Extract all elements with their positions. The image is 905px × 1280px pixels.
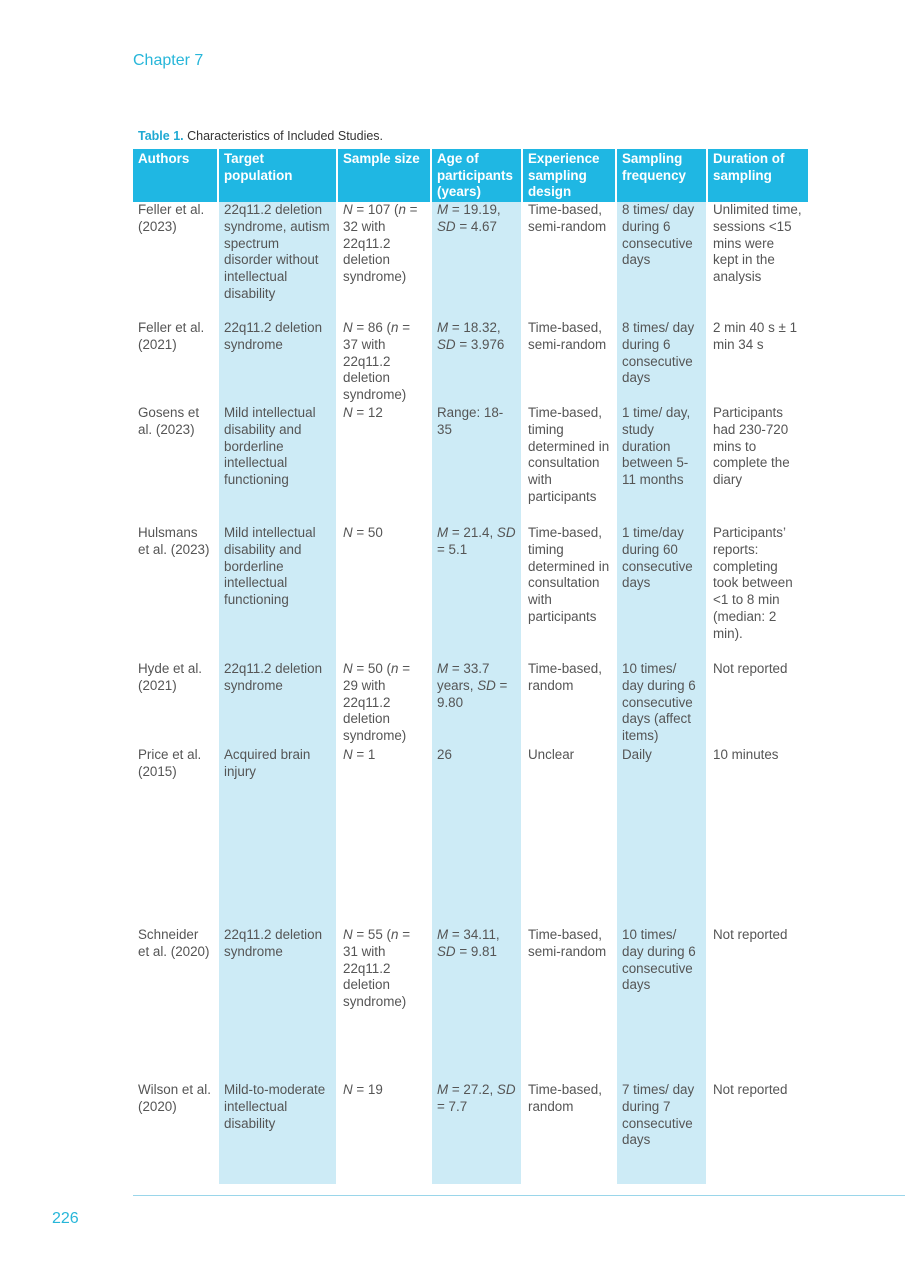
page-number: 226 <box>52 1210 79 1227</box>
cell-design: Time-based, timing determined in consultation with participants <box>522 525 616 661</box>
cell-age: M = 18.32, SD = 3.976 <box>431 320 522 405</box>
cell-authors: Hulsmans et al. (2023) <box>133 525 218 661</box>
cell-sample-size: N = 107 (n = 32 with 22q11.2 deletion syndrome) <box>337 202 431 320</box>
cell-target-population: 22q11.2 deletion syndrome <box>218 927 337 1082</box>
table-row <box>133 927 808 1082</box>
col-header-frequency: Sampling frequency <box>616 149 707 202</box>
cell-target-population: 22q11.2 deletion syndrome, autism spectrum disorder without intellectual disability <box>218 202 337 320</box>
col-header-target-population: Target population <box>218 149 337 202</box>
cell-frequency: 10 times/ day during 6 consecutive days (affect items) <box>616 661 707 747</box>
cell-authors: Wilson et al. (2020) <box>133 1082 218 1184</box>
cell-authors: Hyde et al. (2021) <box>133 661 218 747</box>
cell-frequency: 10 times/ day during 6 consecutive days <box>616 927 707 1082</box>
table-row <box>133 405 808 525</box>
cell-design: Time-based, timing determined in consultation with participants <box>522 405 616 525</box>
col-header-design: Experience sampling design <box>522 149 616 202</box>
cell-sample-size: N = 50 <box>337 525 431 661</box>
cell-duration: Participants’ reports: completing took between <1 to 8 min (median: 2 min). <box>713 525 793 641</box>
cell-sample-size: N = 1 <box>337 747 431 927</box>
cell-authors: Gosens et al. (2023) <box>133 405 218 525</box>
table-row <box>133 320 808 405</box>
cell-target-population: Mild-to-moderate intellectual disability <box>218 1082 337 1184</box>
cell-sample-size: N = 12 <box>337 405 431 525</box>
cell-authors: Price et al. (2015) <box>133 747 218 927</box>
cell-design: Unclear <box>522 747 616 927</box>
table-caption <box>138 129 383 143</box>
cell-design: Time-based, semi-random <box>522 202 616 320</box>
cell-age: M = 27.2, SD = 7.7 <box>431 1082 522 1184</box>
table-header-row <box>133 149 808 202</box>
cell-frequency: 1 time/day during 60 consecutive days <box>616 525 707 661</box>
cell-sample-size: N = 50 (n = 29 with 22q11.2 deletion syndrome) <box>337 661 431 747</box>
col-header-duration: Duration of sampling <box>707 149 808 202</box>
cell-authors: Feller et al. (2023) <box>133 202 218 320</box>
cell-design: Time-based, semi-random <box>522 320 616 405</box>
cell-target-population: Mild intellectual disability and borderline intellectual functioning <box>218 525 337 661</box>
cell-design: Time-based, random <box>522 661 616 747</box>
cell-target-population: Mild intellectual disability and borderline intellectual functioning <box>218 405 337 525</box>
cell-authors: Schneider et al. (2020) <box>133 927 218 1082</box>
cell-frequency: 8 times/ day during 6 consecutive days <box>616 320 707 405</box>
chapter-heading: Chapter 7 <box>133 52 204 69</box>
cell-frequency: 8 times/ day during 6 consecutive days <box>616 202 707 320</box>
col-header-age: Age of participants (years) <box>431 149 522 202</box>
cell-design: Time-based, semi-random <box>522 927 616 1082</box>
cell-duration: 10 minutes <box>713 747 779 762</box>
cell-duration: 2 min 40 s ± 1 min 34 s <box>713 320 798 352</box>
cell-duration: Not reported <box>713 927 788 942</box>
cell-frequency: 7 times/ day during 7 consecutive days <box>616 1082 707 1184</box>
table-caption-text: Characteristics of Included Studies. <box>183 129 384 143</box>
table-row <box>133 525 808 661</box>
cell-target-population: 22q11.2 deletion syndrome <box>218 661 337 747</box>
cell-age: M = 34.11, SD = 9.81 <box>431 927 522 1082</box>
cell-duration: Not reported <box>713 1082 788 1097</box>
table-row <box>133 202 808 320</box>
col-header-sample-size: Sample size <box>337 149 431 202</box>
table-row <box>133 1082 808 1184</box>
cell-authors: Feller et al. (2021) <box>133 320 218 405</box>
cell-duration: Unlimited time, sessions <15 mins were kept in the analysis <box>713 202 802 285</box>
cell-target-population: Acquired brain injury <box>218 747 337 927</box>
table-body <box>133 202 808 1184</box>
cell-frequency: Daily <box>616 747 707 927</box>
studies-table <box>133 149 808 1184</box>
cell-duration: Not reported <box>713 661 788 676</box>
table-caption-label: Table 1. <box>138 129 184 143</box>
cell-age: M = 19.19, SD = 4.67 <box>431 202 522 320</box>
cell-age: Range: 18-35 <box>431 405 522 525</box>
cell-age: M = 21.4, SD = 5.1 <box>431 525 522 661</box>
cell-target-population: 22q11.2 deletion syndrome <box>218 320 337 405</box>
cell-age: M = 33.7 years, SD = 9.80 <box>431 661 522 747</box>
table-row <box>133 747 808 927</box>
cell-sample-size: N = 86 (n = 37 with 22q11.2 deletion syndrome) <box>337 320 431 405</box>
cell-sample-size: N = 19 <box>337 1082 431 1184</box>
table-row <box>133 661 808 747</box>
cell-frequency: 1 time/ day, study duration between 5-11 months <box>616 405 707 525</box>
cell-sample-size: N = 55 (n = 31 with 22q11.2 deletion syndrome) <box>337 927 431 1082</box>
cell-age: 26 <box>431 747 522 927</box>
cell-duration: Participants had 230-720 mins to complete the diary <box>713 405 790 488</box>
col-header-authors: Authors <box>133 149 218 202</box>
cell-design: Time-based, random <box>522 1082 616 1184</box>
table-bottom-rule <box>133 1195 905 1196</box>
